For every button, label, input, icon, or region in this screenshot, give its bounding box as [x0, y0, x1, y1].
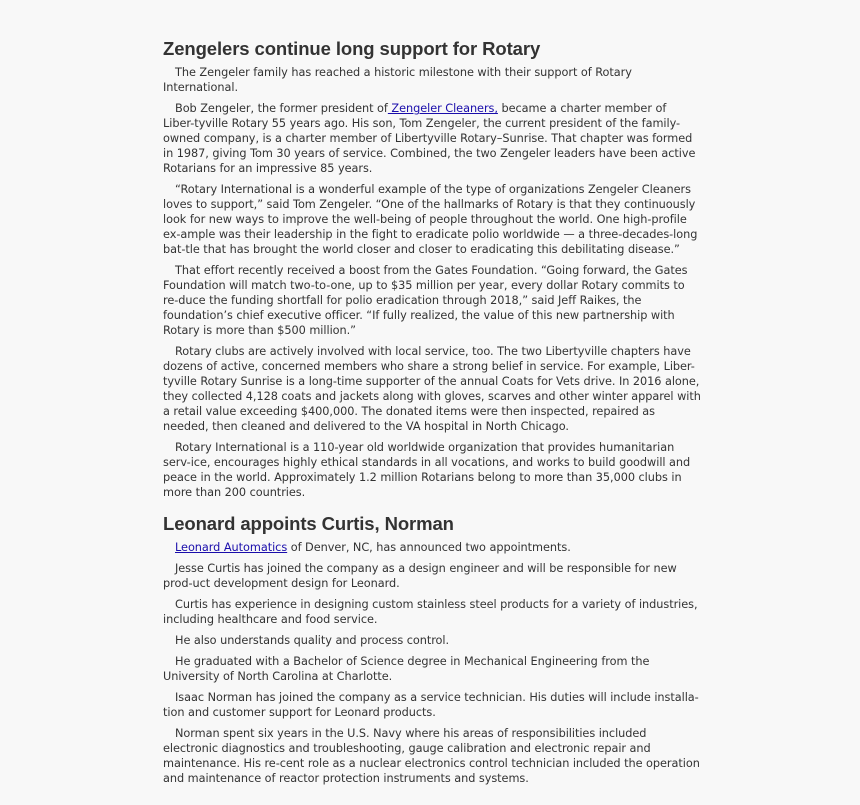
paragraph: [163, 540, 701, 555]
paragraph: He graduated with a Bachelor of Science degree in Mechanical Engineering from the University of North Carolina at Charlotte.: [163, 655, 650, 683]
paragraph: He also understands quality and process control.: [175, 634, 450, 647]
paragraph: The Zengeler family has reached a historic milestone with their support of Rotary International.: [163, 66, 632, 94]
paragraph: Rotary International is a 110-year old worldwide organization that provides humanitarian serv-ice, encourages highly ethical standards in all vocations, and works to build goodwill and peace in the world. Approximately 1.2 million Rotarians belong to more than 35,000 clubs in more than 200 countries.: [163, 441, 691, 499]
paragraph-text: Bob Zengeler, the former president of: [175, 102, 388, 115]
paragraph: Rotary clubs are actively involved with local service, too. The two Libertyville chapters have dozens of active, concerned members who share a strong belief in service. For example, Liber-tyville Rotary Sunrise is a long-time supporter of the annual Coats for Vets drive. In 2016 alone, they collected 4,128 coats and jackets along with gloves, scarves and other winter apparel with a retail value exceeding $400,000. The donated items were then inspected, repaired as needed, then cleaned and delivered to the VA hospital in North Chicago.: [163, 345, 701, 433]
paragraph-text: became a charter member of Liber-tyville Rotary 55 years ago. His son, Tom Zengeler, the current president of the family-owned company, is a charter member of Libertyville Rotary–Sunrise. That chapter was formed in 1987, giving Tom 30 years of service. Combined, the two Zengeler leaders have been active Rotarians for an impressive 85 years.: [163, 102, 696, 175]
paragraph: Isaac Norman has joined the company as a service technician. His duties will include installa-tion and customer support for Leonard products.: [163, 691, 699, 719]
paragraph: Curtis has experience in designing custom stainless steel products for a variety of industries, including healthcare and food service.: [163, 598, 698, 626]
paragraph: “Rotary International is a wonderful example of the type of organizations Zengeler Cleaners loves to support,” said Tom Zengeler. “One of the hallmarks of Rotary is that they continuously look for new ways to improve the well-being of people throughout the world. One high-profile ex-ample was their leadership in the fight to eradicate polio worldwide — a three-decades-long bat-tle that has brought the world closer and closer to eradicating this debilitating disease.”: [163, 183, 698, 256]
leonard-automatics-link[interactable]: Leonard Automatics: [175, 541, 288, 554]
paragraph: Jesse Curtis has joined the company as a design engineer and will be responsible for new prod-uct development design for Leonard.: [163, 562, 677, 590]
paragraph: [163, 101, 701, 176]
article-column: [163, 37, 701, 792]
zengeler-cleaners-link[interactable]: Zengeler Cleaners,: [387, 102, 498, 115]
paragraph: Norman spent six years in the U.S. Navy where his areas of responsibilities included electronic diagnostics and troubleshooting, gauge calibration and electronic repair and maintenance. His re-cent role as a nuclear electronics control technician included the operation and maintenance of reactor protection instruments and systems.: [163, 727, 700, 785]
paragraph-text: of Denver, NC, has announced two appointments.: [287, 541, 571, 554]
article-title-rotary: Zengelers continue long support for Rotary: [163, 38, 541, 59]
article-title-leonard: Leonard appoints Curtis, Norman: [163, 513, 454, 534]
paragraph: That effort recently received a boost from the Gates Foundation. “Going forward, the Gates Foundation will match two-to-one, up to $35 million per year, every dollar Rotary commits to re-duce the funding shortfall for polio eradication through 2018,” said Jeff Raikes, the foundation’s chief executive officer. “If fully realized, the value of this new partnership with Rotary is more than $500 million.”: [163, 264, 688, 337]
